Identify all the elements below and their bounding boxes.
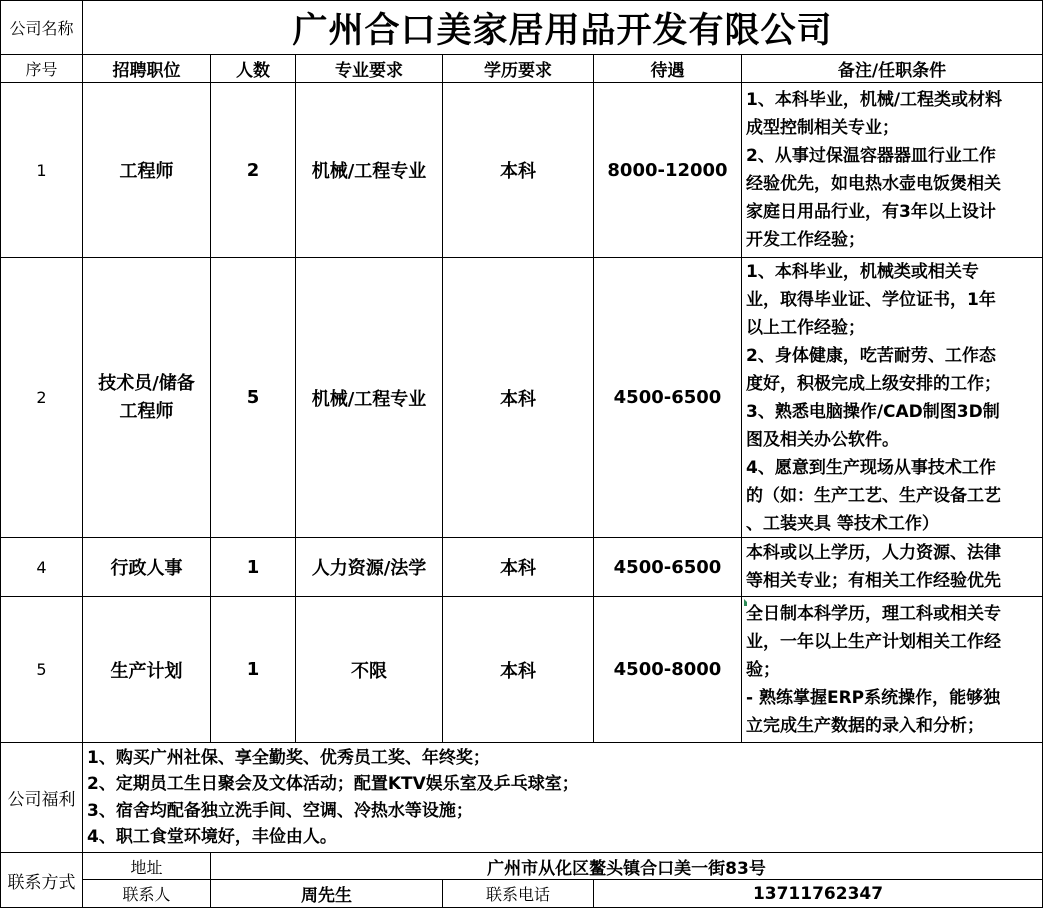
note-line: 家庭日用品行业，有3年以上设计 [746,202,996,222]
benefit-item: 2、定期员工生日聚会及文体活动；配置KTV娱乐室及乒乓球室； [87,774,579,794]
row-5-education: 本科 [443,597,594,743]
row-4-no: 4 [0,538,83,597]
row-4-major: 人力资源/法学 [296,538,443,597]
row-4-salary: 4500-6500 [594,538,742,597]
row-2-count: 5 [211,258,296,538]
col-header-notes: 备注/任职条件 [742,55,1043,83]
row-2-notes [742,258,1043,538]
note-line: 的（如：生产工艺、生产设备工艺 [746,485,1001,506]
row-2-no: 2 [0,258,83,538]
note-line: 验； [746,659,780,680]
note-line: 经验优先，如电热水壶电饭煲相关 [746,174,1001,194]
row-2-position [83,258,211,538]
row-2-salary: 4500-6500 [594,258,742,538]
note-line: 1、本科毕业，机械/工程类或材料 [746,90,1003,110]
row-5-notes [742,597,1043,743]
row-1-count: 2 [211,83,296,258]
row-1-position: 工程师 [83,83,211,258]
row-5-major: 不限 [296,597,443,743]
col-header-education: 学历要求 [443,55,594,83]
company-name-label: 公司名称 [0,0,83,55]
contact-label: 联系方式 [0,853,83,908]
col-header-major: 专业要求 [296,55,443,83]
col-header-count: 人数 [211,55,296,83]
note-line: 2、身体健康，吃苦耐劳、工作态 [746,345,996,366]
note-line: 业，取得毕业证、学位证书，1年 [746,289,996,310]
contact-person-label: 联系人 [83,880,211,908]
note-line: - 熟练掌握ERP系统操作，能够独 [746,687,1001,708]
row-1-education: 本科 [443,83,594,258]
row-1-salary: 8000-12000 [594,83,742,258]
col-header-no: 序号 [0,55,83,83]
note-line: 度好，积极完成上级安排的工作； [746,373,1001,394]
note-line: 立完成生产数据的录入和分析； [746,715,984,736]
benefits-label: 公司福利 [0,743,83,853]
note-line: 等相关专业；有相关工作经验优先 [746,571,1001,591]
benefits-content [83,743,1043,853]
note-line: 4、愿意到生产现场从事技术工作 [746,457,996,478]
row-5-salary: 4500-8000 [594,597,742,743]
address-value: 广州市从化区鳌头镇合口美一街83号 [211,853,1043,880]
row-1-no: 1 [0,83,83,258]
benefit-item: 1、购买广州社保、享全勤奖、优秀员工奖、年终奖； [87,747,490,768]
row-2-education: 本科 [443,258,594,538]
note-line: 业，一年以上生产计划相关工作经 [746,631,1001,652]
note-line: 1、本科毕业，机械类或相关专 [746,261,979,282]
note-line: 成型控制相关专业； [746,118,899,138]
row-5-no: 5 [0,597,83,743]
address-label: 地址 [83,853,211,880]
note-line: 图及相关办公软件。 [746,429,899,450]
phone-label: 联系电话 [443,880,594,908]
note-line: 、工装夹具 等技术工作） [746,513,939,534]
row-1-major: 机械/工程专业 [296,83,443,258]
row-4-position: 行政人事 [83,538,211,597]
row-4-education: 本科 [443,538,594,597]
note-line: 本科或以上学历，人力资源、法律 [746,543,1001,563]
company-name: 广州合口美家居用品开发有限公司 [83,0,1043,55]
row-5-position: 生产计划 [83,597,211,743]
col-header-position: 招聘职位 [83,55,211,83]
row-4-count: 1 [211,538,296,597]
note-line: 开发工作经验； [746,230,865,250]
cell-comment-marker [744,599,751,606]
contact-person-value: 周先生 [211,880,443,908]
row-5-count: 1 [211,597,296,743]
benefit-item: 4、职工食堂环境好，丰俭由人。 [87,827,337,847]
note-line: 全日制本科学历，理工科或相关专 [746,603,1001,624]
row-4-notes [742,538,1043,597]
benefit-item: 3、宿舍均配备独立洗手间、空调、冷热水等设施； [87,800,473,821]
row-2-position-text: 技术员/储备工程师 [98,372,195,422]
note-line: 3、熟悉电脑操作/CAD制图3D制 [746,401,1000,422]
phone-value: 13711762347 [594,880,1043,908]
col-header-salary: 待遇 [594,55,742,83]
row-2-major: 机械/工程专业 [296,258,443,538]
note-line: 2、从事过保温容器器皿行业工作 [746,146,996,166]
row-1-notes [742,83,1043,258]
note-line: 以上工作经验； [746,317,865,338]
